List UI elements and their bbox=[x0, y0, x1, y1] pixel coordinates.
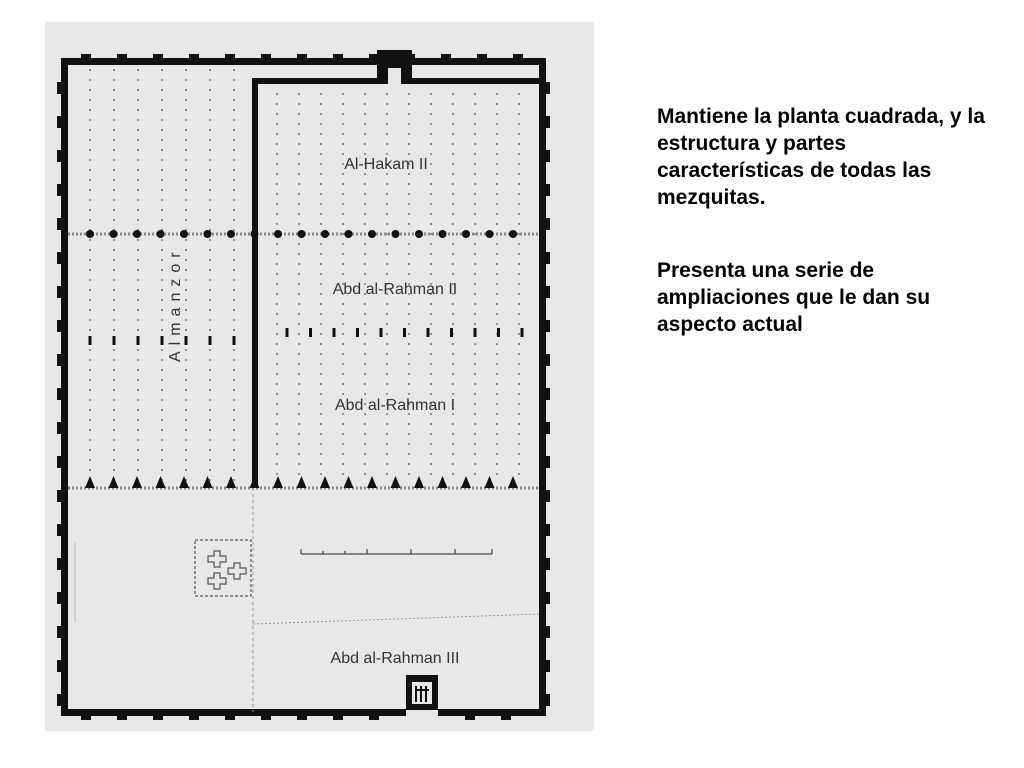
description-text bbox=[657, 103, 997, 338]
label-almanzor: Almanzor bbox=[167, 246, 184, 362]
outer-walls bbox=[61, 58, 546, 716]
pier-rows bbox=[68, 230, 539, 488]
courtyard-lines bbox=[75, 488, 539, 712]
label-al-hakam-ii: Al-Hakam II bbox=[344, 156, 428, 173]
minaret bbox=[406, 675, 438, 710]
wall-buttresses bbox=[57, 54, 550, 720]
label-abd-al-rahman-iii: Abd al-Rahman III bbox=[330, 650, 460, 667]
mosque-floor-plan bbox=[45, 22, 594, 731]
paragraph-square-plan: Mantiene la planta cuadrada, y la estructura y partes características de todas las mezquitas. bbox=[657, 105, 985, 209]
floor-plan-drawing bbox=[45, 22, 594, 731]
courtyard-fountain bbox=[195, 540, 251, 596]
almanzor-column-grid bbox=[89, 69, 235, 481]
mihrab bbox=[377, 50, 412, 84]
label-abd-al-rahman-ii: Abd al-Rahman II bbox=[332, 281, 458, 298]
label-abd-al-rahman-i: Abd al-Rahman I bbox=[334, 397, 456, 414]
scale-bar bbox=[301, 549, 492, 554]
paragraph-extensions: Presenta una serie de ampliaciones que le dan su aspecto actual bbox=[657, 259, 931, 336]
